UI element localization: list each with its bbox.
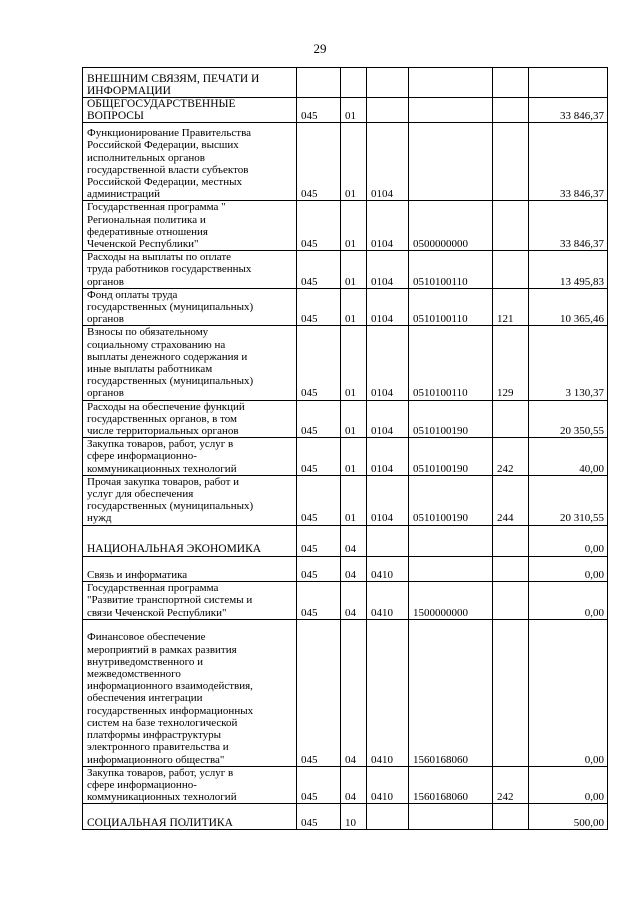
- dept-code-cell: 045: [297, 326, 341, 400]
- table-row: [83, 525, 608, 556]
- dept-code-cell: 045: [297, 556, 341, 581]
- row-name-cell: СОЦИАЛЬНАЯ ПОЛИТИКА: [83, 804, 297, 829]
- dept-code-cell: 045: [297, 400, 341, 438]
- table-row: [83, 400, 608, 438]
- expense-type-cell: [493, 619, 529, 766]
- section-code-cell: 01: [341, 123, 367, 201]
- dept-code-cell: 045: [297, 251, 341, 289]
- section-code-cell: 04: [341, 556, 367, 581]
- expense-type-cell: [493, 556, 529, 581]
- amount-cell: 0,00: [529, 525, 608, 556]
- subsection-code-cell: 0104: [367, 438, 409, 476]
- target-article-cell: 0510100110: [409, 288, 493, 326]
- amount-cell: 40,00: [529, 438, 608, 476]
- section-code-cell: 01: [341, 326, 367, 400]
- amount-cell: 33 846,37: [529, 98, 608, 123]
- amount-cell: 13 495,83: [529, 251, 608, 289]
- amount-cell: 500,00: [529, 804, 608, 829]
- dept-code-cell: 045: [297, 766, 341, 804]
- section-code-cell: 01: [341, 438, 367, 476]
- expense-type-cell: [493, 123, 529, 201]
- target-article-cell: [409, 556, 493, 581]
- expense-type-cell: 242: [493, 438, 529, 476]
- section-code-cell: 04: [341, 766, 367, 804]
- expense-type-cell: [493, 582, 529, 620]
- row-name-cell: Прочая закупка товаров, работ и услуг для обеспечения государственных (муниципальных) нужд: [83, 475, 297, 525]
- target-article-cell: 0510100110: [409, 326, 493, 400]
- section-code-cell: 01: [341, 98, 367, 123]
- dept-code-cell: 045: [297, 98, 341, 123]
- expense-type-cell: [493, 804, 529, 829]
- table-row: [83, 123, 608, 201]
- row-name-cell: ОБЩЕГОСУДАРСТВЕННЫЕ ВОПРОСЫ: [83, 98, 297, 123]
- target-article-cell: [409, 98, 493, 123]
- amount-cell: 0,00: [529, 582, 608, 620]
- row-name-cell: Финансовое обеспечение мероприятий в рамках развития внутриведомственного и межведомственного информационного взаимодействия, обеспечения интеграции государственных информационных систем на базе технологической платформы инфраструктуры электронного правительства и информационного общества": [83, 619, 297, 766]
- target-article-cell: 0510100190: [409, 438, 493, 476]
- target-article-cell: 0510100190: [409, 400, 493, 438]
- section-code-cell: 10: [341, 804, 367, 829]
- section-code-cell: 04: [341, 619, 367, 766]
- dept-code-cell: 045: [297, 619, 341, 766]
- table-row: [83, 68, 608, 98]
- table-row: [83, 619, 608, 766]
- table-row: [83, 201, 608, 251]
- amount-cell: 0,00: [529, 556, 608, 581]
- row-name-cell: Взносы по обязательному социальному страхованию на выплаты денежного содержания и иные выплаты работникам государственных (муниципальных) органов: [83, 326, 297, 400]
- amount-cell: 10 365,46: [529, 288, 608, 326]
- target-article-cell: [409, 525, 493, 556]
- section-code-cell: 01: [341, 400, 367, 438]
- section-code-cell: 04: [341, 525, 367, 556]
- table-row: [83, 326, 608, 400]
- expense-type-cell: [493, 525, 529, 556]
- dept-code-cell: 045: [297, 475, 341, 525]
- amount-cell: 20 350,55: [529, 400, 608, 438]
- target-article-cell: 1560168060: [409, 619, 493, 766]
- dept-code-cell: 045: [297, 123, 341, 201]
- table-body: [83, 68, 608, 830]
- table-row: [83, 475, 608, 525]
- target-article-cell: [409, 123, 493, 201]
- subsection-code-cell: 0104: [367, 251, 409, 289]
- table-row: [83, 556, 608, 581]
- dept-code-cell: 045: [297, 201, 341, 251]
- subsection-code-cell: 0104: [367, 201, 409, 251]
- subsection-code-cell: 0410: [367, 556, 409, 581]
- subsection-code-cell: 0410: [367, 582, 409, 620]
- row-name-cell: Расходы на выплаты по оплате труда работников государственных органов: [83, 251, 297, 289]
- dept-code-cell: 045: [297, 582, 341, 620]
- section-code-cell: 01: [341, 251, 367, 289]
- amount-cell: 33 846,37: [529, 201, 608, 251]
- amount-cell: 20 310,55: [529, 475, 608, 525]
- expense-type-cell: 244: [493, 475, 529, 525]
- section-code-cell: 01: [341, 475, 367, 525]
- section-code-cell: 04: [341, 582, 367, 620]
- expense-type-cell: 121: [493, 288, 529, 326]
- target-article-cell: 0500000000: [409, 201, 493, 251]
- row-name-cell: Расходы на обеспечение функций государственных органов, в том числе территориальных органов: [83, 400, 297, 438]
- section-code-cell: 01: [341, 288, 367, 326]
- amount-cell: 33 846,37: [529, 123, 608, 201]
- row-name-cell: Связь и информатика: [83, 556, 297, 581]
- dept-code-cell: [297, 68, 341, 98]
- row-name-cell: Функционирование Правительства Российской Федерации, высших исполнительных органов государственной власти субъектов Российской Федерации, местных администраций: [83, 123, 297, 201]
- row-name-cell: НАЦИОНАЛЬНАЯ ЭКОНОМИКА: [83, 525, 297, 556]
- table-row: [83, 804, 608, 829]
- dept-code-cell: 045: [297, 288, 341, 326]
- dept-code-cell: 045: [297, 804, 341, 829]
- table-row: [83, 438, 608, 476]
- target-article-cell: 1500000000: [409, 582, 493, 620]
- subsection-code-cell: 0410: [367, 766, 409, 804]
- row-name-cell: Фонд оплаты труда государственных (муниципальных) органов: [83, 288, 297, 326]
- table-row: [83, 582, 608, 620]
- table-row: [83, 98, 608, 123]
- section-code-cell: [341, 68, 367, 98]
- amount-cell: [529, 68, 608, 98]
- row-name-cell: Государственная программа "Развитие транспортной системы и связи Чеченской Республики": [83, 582, 297, 620]
- table-row: [83, 251, 608, 289]
- subsection-code-cell: 0104: [367, 288, 409, 326]
- row-name-cell: Закупка товаров, работ, услуг в сфере информационно- коммуникационных технологий: [83, 766, 297, 804]
- expense-type-cell: [493, 251, 529, 289]
- expense-type-cell: [493, 201, 529, 251]
- page-number: 29: [313, 41, 327, 56]
- dept-code-cell: 045: [297, 525, 341, 556]
- dept-code-cell: 045: [297, 438, 341, 476]
- subsection-code-cell: 0104: [367, 475, 409, 525]
- target-article-cell: [409, 804, 493, 829]
- subsection-code-cell: 0104: [367, 400, 409, 438]
- amount-cell: 3 130,37: [529, 326, 608, 400]
- amount-cell: 0,00: [529, 619, 608, 766]
- section-code-cell: 01: [341, 201, 367, 251]
- budget-table: [82, 67, 608, 830]
- expense-type-cell: [493, 68, 529, 98]
- expense-type-cell: [493, 400, 529, 438]
- subsection-code-cell: [367, 98, 409, 123]
- target-article-cell: 0510100110: [409, 251, 493, 289]
- row-name-cell: ВНЕШНИМ СВЯЗЯМ, ПЕЧАТИ И ИНФОРМАЦИИ: [83, 68, 297, 98]
- expense-type-cell: 129: [493, 326, 529, 400]
- table-row: [83, 766, 608, 804]
- target-article-cell: 0510100190: [409, 475, 493, 525]
- target-article-cell: [409, 68, 493, 98]
- subsection-code-cell: [367, 804, 409, 829]
- amount-cell: 0,00: [529, 766, 608, 804]
- expense-type-cell: 242: [493, 766, 529, 804]
- subsection-code-cell: 0410: [367, 619, 409, 766]
- table-row: [83, 288, 608, 326]
- expense-type-cell: [493, 98, 529, 123]
- subsection-code-cell: [367, 68, 409, 98]
- row-name-cell: Закупка товаров, работ, услуг в сфере информационно- коммуникационных технологий: [83, 438, 297, 476]
- subsection-code-cell: [367, 525, 409, 556]
- target-article-cell: 1560168060: [409, 766, 493, 804]
- subsection-code-cell: 0104: [367, 326, 409, 400]
- subsection-code-cell: 0104: [367, 123, 409, 201]
- row-name-cell: Государственная программа " Региональная политика и федеративные отношения Чеченской Республики": [83, 201, 297, 251]
